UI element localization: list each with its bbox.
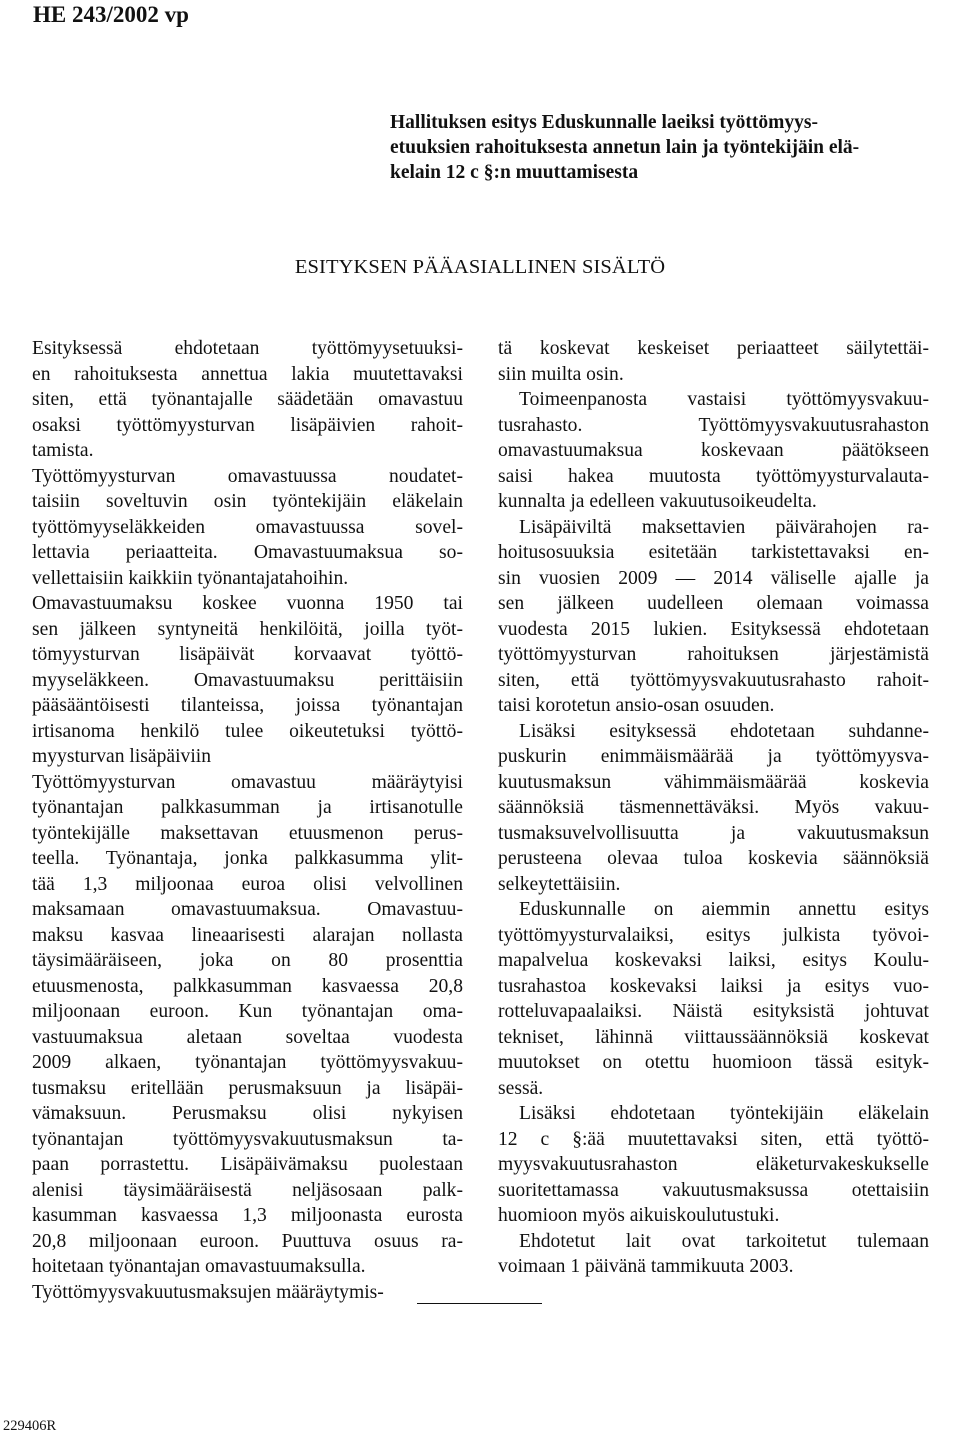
text-line: tusmaksuvelvollisuutta ja vakuutusmaksun <box>498 822 929 844</box>
text-line: vellettaisiin kaikkiin työnantajatahoihin. <box>32 567 349 589</box>
text-line: miljoonaan euroon. Kun työnantajan oma- <box>32 1001 463 1022</box>
document-id: HE 243/2002 vp <box>33 2 189 27</box>
text-line: tusrahastoa koskevaksi laiksi ja esitys vuo- <box>498 975 929 997</box>
text-line: hoitetaan työnantajan omavastuumaksulla. <box>32 1256 366 1277</box>
text-line: tusrahasto. Työttömyysvakuutusrahaston <box>498 414 929 436</box>
text-line: työnantajan palkkasumman ja irtisanotulle <box>32 797 463 818</box>
text-line: työnantajan työttömyysvakuutusmaksun ta- <box>32 1128 463 1150</box>
text-line: Työttömyysvakuutusmaksujen määräytymis- <box>32 1281 384 1303</box>
text-line: tamista. <box>32 440 94 461</box>
text-line: paan porrastettu. Lisäpäivämaksu puolestaan <box>32 1154 463 1175</box>
text-line: etuusmenosta, palkkasumman kasvaessa 20,8 <box>32 975 463 997</box>
text-line: tää 1,3 miljoonaa euroa olisi velvollinen <box>32 873 463 895</box>
text-line: 12 c §:ää muutettavaksi siten, että työttö- <box>498 1128 929 1150</box>
text-line: pääsääntöisesti tilanteissa, joissa työnantajan <box>32 695 463 716</box>
text-line: työttömyysturvan rahoituksen järjestämistä <box>498 644 929 665</box>
text-line: vastuumaksua aletaan soveltaa vuodesta <box>32 1026 463 1048</box>
text-line: säännöksiä täsmennettäväksi. Myös vakuu- <box>498 797 929 818</box>
right-column <box>498 336 929 1280</box>
text-line: kunnalta ja edelleen vakuutusoikeudelta. <box>498 491 817 512</box>
text-line: omavastuumaksua koskevaan päätökseen <box>498 440 929 461</box>
text-line: myyseläkkeen. Omavastuumaksu perittäisiin <box>32 669 463 691</box>
document-code: 229406R <box>3 1418 57 1434</box>
text-line: osaksi työttömyysturvan lisäpäivien rahoit- <box>32 414 463 436</box>
text-line: hoitusosuuksia esitetään tarkistettavaksi en- <box>498 542 929 563</box>
text-line: kuutusmaksun vähimmäismäärää koskevia <box>498 771 929 793</box>
text-line: teella. Työnantaja, jonka palkkasumma ylit- <box>32 848 463 869</box>
text-line: suoritettamassa vakuutusmaksussa otettaisiin <box>498 1179 929 1201</box>
text-line: sin vuosien 2009 — 2014 väliselle ajalle ja <box>498 567 929 589</box>
text-line: voimaan 1 päivänä tammikuuta 2003. <box>498 1256 794 1277</box>
text-line: en rahoituksesta annettua lakia muutettavaksi <box>32 363 463 385</box>
text-line: Ehdotetut lait ovat tarkoitetut tulemaan <box>519 1230 929 1252</box>
title-line: kelain 12 c §:n muuttamisesta <box>390 162 639 183</box>
text-line: Työttömyysturvan omavastuussa noudatet- <box>32 465 463 487</box>
footnote-rule <box>417 1303 542 1304</box>
text-line: työttömyyseläkkeiden omavastuussa sovel- <box>32 516 463 538</box>
text-line: rotteluvapaalaiksi. Näistä esityksistä johtuvat <box>498 1001 929 1022</box>
title-line: Hallituksen esitys Eduskunnalle laeiksi työttömyys- <box>390 112 818 133</box>
text-line: Toimeenpanosta vastaisi työttömyysvakuu- <box>519 389 929 410</box>
text-line: myysturvan lisäpäiviin <box>32 746 212 767</box>
text-line: myysvakuutusrahaston eläketurvakeskukselle <box>498 1154 929 1175</box>
text-line: täysimääräiseen, joka on 80 prosenttia <box>32 950 463 971</box>
text-line: 2009 alkaen, työnantajan työttömyysvakuu- <box>32 1052 463 1073</box>
text-line: siten, että työnantajalle säädetään omavastuu <box>32 389 463 410</box>
text-line: vuodesta 2015 lukien. Esityksessä ehdotetaan <box>498 618 929 640</box>
text-line: tusmaksu eritellään perusmaksuun ja lisäpäi- <box>32 1077 463 1099</box>
text-line: vämaksuun. Perusmaksu olisi nykyisen <box>32 1103 463 1124</box>
left-column <box>32 336 463 1305</box>
text-line: työntekijälle maksettavan etuusmenon perus- <box>32 822 463 844</box>
text-line: maksamaan omavastuumaksua. Omavastuu- <box>32 899 463 920</box>
text-line: huomioon myös aikuiskoulutustuki. <box>498 1205 780 1226</box>
text-line: saisi hakea muutosta työttömyysturvalauta- <box>498 465 929 487</box>
text-line: perusteena olevaa tuloa koskevia säännöksiä <box>498 848 929 869</box>
text-line: Lisäpäiviltä maksettavien päivärahojen ra- <box>519 516 929 538</box>
text-line: sen jälkeen uudelleen olemaan voimassa <box>498 593 929 614</box>
text-line: työttömyysturvalaiksi, esitys julkista työvoi- <box>498 924 929 946</box>
text-line: tä koskevat keskeiset periaatteet säilytettäi- <box>498 338 929 359</box>
text-line: muutokset on otettu huomioon tässä esityk- <box>498 1052 929 1073</box>
text-line: mapalvelua koskevaksi laiksi, esitys Koulu- <box>498 950 929 971</box>
text-line: lettavia periaatteita. Omavastuumaksua so- <box>32 542 463 563</box>
bill-title <box>390 110 940 185</box>
text-line: kasumman kasvaessa 1,3 miljoonasta eurosta <box>32 1205 463 1226</box>
text-line: siin muilta osin. <box>498 363 624 385</box>
section-heading: ESITYKSEN PÄÄASIALLINEN SISÄLTÖ <box>294 256 666 278</box>
text-line: Lisäksi esityksessä ehdotetaan suhdanne- <box>519 720 929 742</box>
text-line: Esityksessä ehdotetaan työttömyysetuuksi- <box>32 338 463 359</box>
text-line: siten, että työttömyysvakuutusrahasto rahoit- <box>498 669 929 691</box>
text-line: 20,8 miljoonaan euroon. Puuttuva osuus ra- <box>32 1230 463 1252</box>
text-line: alenisi täysimääräisestä neljäsosaan palk- <box>32 1179 463 1201</box>
text-line: sessä. <box>498 1077 544 1099</box>
text-line: sen jälkeen syntyneitä henkilöitä, joilla työt- <box>32 618 463 640</box>
text-line: taisiin soveltuvin osin työntekijäin eläkelain <box>32 491 463 512</box>
text-line: selkeytettäisiin. <box>498 873 621 895</box>
text-line: Työttömyysturvan omavastuu määräytyisi <box>32 771 463 793</box>
text-line: puskurin enimmäismäärää ja työttömyysva- <box>498 746 929 767</box>
title-line: etuuksien rahoituksesta annetun lain ja työntekijäin elä- <box>390 137 860 158</box>
text-line: maksu kasvaa lineaarisesti alarajan nollasta <box>32 924 463 946</box>
text-line: Omavastuumaksu koskee vuonna 1950 tai <box>32 593 463 614</box>
text-line: taisi korotetun ansio-osan osuuden. <box>498 695 775 716</box>
text-line: tekniset, lähinnä viittaussäännöksiä koskevat <box>498 1026 929 1048</box>
text-line: Lisäksi ehdotetaan työntekijäin eläkelain <box>519 1103 929 1124</box>
text-line: tömyysturvan lisäpäivät korvaavat työttö- <box>32 644 463 665</box>
text-line: irtisanoma henkilö tulee oikeutetuksi työttö- <box>32 720 463 742</box>
text-line: Eduskunnalle on aiemmin annettu esitys <box>519 899 929 920</box>
